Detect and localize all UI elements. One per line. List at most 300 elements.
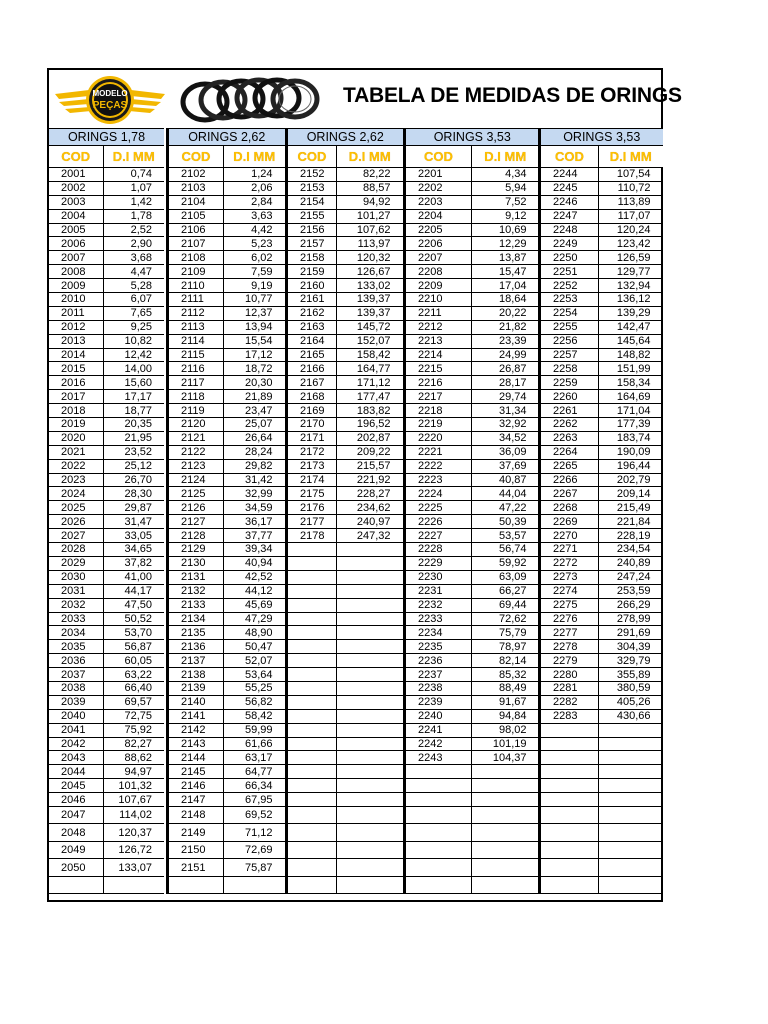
cod-cell: 2261 [540, 404, 599, 418]
table-row [287, 348, 403, 362]
orings-table-2 [166, 128, 285, 894]
di-cell: 12,42 [103, 348, 164, 362]
di-cell: 148,82 [599, 348, 663, 362]
di-cell [337, 876, 403, 893]
cod-cell: 2280 [540, 668, 599, 682]
table-row [168, 543, 285, 557]
di-cell: 29,87 [103, 501, 164, 515]
cod-cell: 2265 [540, 459, 599, 473]
cod-cell: 2216 [405, 376, 472, 390]
cod-cell [287, 723, 337, 737]
table-row [287, 695, 403, 709]
table-row [405, 612, 539, 626]
table-row [168, 681, 285, 695]
cod-cell: 2118 [168, 390, 224, 404]
table-row [49, 418, 164, 432]
cod-cell: 2135 [168, 626, 224, 640]
di-cell: 4,42 [224, 223, 285, 237]
table-row [287, 168, 403, 182]
di-header: D.I MM [472, 146, 539, 168]
table-row [540, 501, 663, 515]
cod-cell [287, 737, 337, 751]
table-row [287, 279, 403, 293]
cod-cell [405, 841, 472, 859]
group-title: ORINGS 2,62 [168, 129, 285, 146]
table-row [287, 556, 403, 570]
di-cell: 85,32 [472, 668, 539, 682]
cod-cell: 2021 [49, 445, 103, 459]
table-row [540, 376, 663, 390]
table-row [49, 209, 164, 223]
table-row [405, 543, 539, 557]
cod-cell: 2008 [49, 265, 103, 279]
di-cell: 56,82 [224, 695, 285, 709]
table-row [49, 598, 164, 612]
table-row [49, 824, 164, 842]
di-cell: 7,65 [103, 306, 164, 320]
di-cell: 14,00 [103, 362, 164, 376]
table-row [540, 195, 663, 209]
di-cell: 72,75 [103, 709, 164, 723]
table-row [540, 556, 663, 570]
table-row [49, 195, 164, 209]
di-cell: 37,77 [224, 529, 285, 543]
cod-cell: 2016 [49, 376, 103, 390]
di-cell: 75,92 [103, 723, 164, 737]
cod-cell: 2246 [540, 195, 599, 209]
cod-header: COD [540, 146, 599, 168]
table-row [168, 404, 285, 418]
cod-cell [287, 695, 337, 709]
di-cell: 164,77 [337, 362, 403, 376]
cod-cell: 2176 [287, 501, 337, 515]
di-cell: 56,87 [103, 640, 164, 654]
table-row [405, 487, 539, 501]
di-cell: 12,37 [224, 306, 285, 320]
table-row [49, 556, 164, 570]
di-cell: 61,66 [224, 737, 285, 751]
cod-cell: 2010 [49, 293, 103, 307]
di-cell: 110,72 [599, 181, 663, 195]
cod-cell: 2126 [168, 501, 224, 515]
table-row [49, 765, 164, 779]
cod-cell: 2247 [540, 209, 599, 223]
table-row [405, 473, 539, 487]
cod-cell: 2240 [405, 709, 472, 723]
di-cell: 66,27 [472, 584, 539, 598]
cod-cell: 2204 [405, 209, 472, 223]
table-row [405, 626, 539, 640]
cod-cell: 2011 [49, 306, 103, 320]
di-cell: 56,74 [472, 543, 539, 557]
table-row [405, 279, 539, 293]
di-cell: 171,04 [599, 404, 663, 418]
table-row [405, 168, 539, 182]
table-row [49, 306, 164, 320]
table-row [540, 279, 663, 293]
cod-cell: 2002 [49, 181, 103, 195]
di-cell: 380,59 [599, 681, 663, 695]
table-row [540, 265, 663, 279]
table-row [540, 626, 663, 640]
di-header: D.I MM [599, 146, 663, 168]
cod-cell: 2171 [287, 431, 337, 445]
di-cell: 240,89 [599, 556, 663, 570]
di-cell [337, 841, 403, 859]
table-row [49, 737, 164, 751]
modelo-pecas-logo [53, 74, 167, 126]
table-row [49, 779, 164, 793]
di-cell: 9,25 [103, 320, 164, 334]
table-row [168, 306, 285, 320]
di-cell: 59,92 [472, 556, 539, 570]
group-title: ORINGS 2,62 [287, 129, 403, 146]
table-row [287, 598, 403, 612]
table-row [540, 431, 663, 445]
cod-cell: 2275 [540, 598, 599, 612]
di-cell: 33,05 [103, 529, 164, 543]
table-row [540, 654, 663, 668]
cod-cell: 2115 [168, 348, 224, 362]
cod-cell [287, 779, 337, 793]
di-cell: 44,04 [472, 487, 539, 501]
di-cell [337, 806, 403, 824]
di-cell [337, 824, 403, 842]
di-cell: 66,34 [224, 779, 285, 793]
table-row [168, 445, 285, 459]
di-cell: 228,19 [599, 529, 663, 543]
table-row [287, 181, 403, 195]
di-cell [337, 654, 403, 668]
di-cell [337, 751, 403, 765]
table-row [168, 779, 285, 793]
cod-cell: 2128 [168, 529, 224, 543]
cod-cell: 2241 [405, 723, 472, 737]
table-row [168, 626, 285, 640]
cod-cell: 2144 [168, 751, 224, 765]
table-row [49, 181, 164, 195]
cod-cell: 2177 [287, 515, 337, 529]
table-row [540, 751, 663, 765]
cod-cell: 2157 [287, 237, 337, 251]
di-cell [337, 612, 403, 626]
cod-cell: 2003 [49, 195, 103, 209]
cod-cell: 2154 [287, 195, 337, 209]
cod-cell [287, 681, 337, 695]
orings-sheet [47, 68, 682, 902]
table-row [287, 640, 403, 654]
table-row [49, 681, 164, 695]
di-cell: 126,67 [337, 265, 403, 279]
di-cell: 69,57 [103, 695, 164, 709]
cod-cell [540, 793, 599, 807]
cod-cell: 2266 [540, 473, 599, 487]
di-cell: 17,17 [103, 390, 164, 404]
table-row [168, 376, 285, 390]
di-cell: 139,37 [337, 293, 403, 307]
cod-cell: 2274 [540, 584, 599, 598]
cod-cell: 2282 [540, 695, 599, 709]
di-cell: 69,44 [472, 598, 539, 612]
table-row [540, 584, 663, 598]
di-cell: 52,07 [224, 654, 285, 668]
di-cell [337, 640, 403, 654]
table-row [540, 876, 663, 893]
di-cell: 123,42 [599, 237, 663, 251]
orings-table-5 [538, 128, 663, 894]
di-cell [337, 681, 403, 695]
cod-cell: 2254 [540, 306, 599, 320]
table-row [168, 223, 285, 237]
di-cell: 2,90 [103, 237, 164, 251]
di-cell: 129,77 [599, 265, 663, 279]
cod-cell: 2158 [287, 251, 337, 265]
cod-cell: 2259 [540, 376, 599, 390]
di-cell: 41,00 [103, 570, 164, 584]
cod-cell [287, 654, 337, 668]
cod-cell: 2004 [49, 209, 103, 223]
table-row [287, 737, 403, 751]
di-cell: 55,25 [224, 681, 285, 695]
table-row [287, 584, 403, 598]
table-row [168, 390, 285, 404]
di-cell: 221,84 [599, 515, 663, 529]
cod-cell [540, 779, 599, 793]
cod-cell: 2203 [405, 195, 472, 209]
cod-cell: 2042 [49, 737, 103, 751]
table-row [49, 473, 164, 487]
di-cell: 20,30 [224, 376, 285, 390]
di-cell [337, 859, 403, 877]
cod-cell: 2044 [49, 765, 103, 779]
cod-cell [287, 556, 337, 570]
cod-cell [540, 841, 599, 859]
table-row [168, 487, 285, 501]
di-cell: 5,23 [224, 237, 285, 251]
cod-cell: 2029 [49, 556, 103, 570]
cod-cell [287, 668, 337, 682]
di-cell: 75,79 [472, 626, 539, 640]
cod-cell: 2242 [405, 737, 472, 751]
table-row [168, 640, 285, 654]
cod-cell [405, 806, 472, 824]
cod-cell: 2151 [168, 859, 224, 877]
cod-cell: 2222 [405, 459, 472, 473]
table-row [287, 515, 403, 529]
table-row [168, 824, 285, 842]
cod-cell: 2013 [49, 334, 103, 348]
table-row [168, 584, 285, 598]
table-row [405, 404, 539, 418]
cod-cell: 2252 [540, 279, 599, 293]
table-row [49, 445, 164, 459]
cod-cell: 2253 [540, 293, 599, 307]
cod-cell [287, 709, 337, 723]
cod-cell: 2255 [540, 320, 599, 334]
cod-cell: 2260 [540, 390, 599, 404]
cod-cell: 2006 [49, 237, 103, 251]
di-cell: 63,22 [103, 668, 164, 682]
cod-cell: 2264 [540, 445, 599, 459]
cod-cell: 2045 [49, 779, 103, 793]
di-cell: 45,69 [224, 598, 285, 612]
cod-cell: 2172 [287, 445, 337, 459]
di-cell: 196,44 [599, 459, 663, 473]
cod-cell [287, 584, 337, 598]
table-row [49, 751, 164, 765]
di-cell [599, 723, 663, 737]
table-row [168, 570, 285, 584]
table-row [540, 293, 663, 307]
di-header: D.I MM [103, 146, 164, 168]
cod-cell: 2167 [287, 376, 337, 390]
table-row [168, 515, 285, 529]
di-cell: 15,60 [103, 376, 164, 390]
table-row [540, 306, 663, 320]
table-row [49, 265, 164, 279]
cod-cell: 2202 [405, 181, 472, 195]
di-cell: 142,47 [599, 320, 663, 334]
table-row [405, 320, 539, 334]
cod-cell: 2215 [405, 362, 472, 376]
cod-cell: 2233 [405, 612, 472, 626]
cod-cell: 2120 [168, 418, 224, 432]
di-cell: 177,39 [599, 418, 663, 432]
di-cell: 151,99 [599, 362, 663, 376]
cod-cell [287, 640, 337, 654]
table-row [540, 806, 663, 824]
di-cell: 177,47 [337, 390, 403, 404]
di-cell: 355,89 [599, 668, 663, 682]
di-cell: 69,52 [224, 806, 285, 824]
table-row [287, 404, 403, 418]
di-cell: 34,52 [472, 431, 539, 445]
table-row [540, 223, 663, 237]
table-row [287, 543, 403, 557]
table-row [168, 765, 285, 779]
table-row [287, 654, 403, 668]
di-cell [337, 570, 403, 584]
table-row [405, 223, 539, 237]
table-row [287, 779, 403, 793]
di-cell: 31,42 [224, 473, 285, 487]
cod-cell: 2040 [49, 709, 103, 723]
table-row [287, 445, 403, 459]
cod-cell: 2152 [287, 168, 337, 182]
cod-cell: 2229 [405, 556, 472, 570]
di-cell [599, 824, 663, 842]
cod-header: COD [168, 146, 224, 168]
di-cell [599, 876, 663, 893]
di-cell: 221,92 [337, 473, 403, 487]
table-row [287, 668, 403, 682]
di-cell: 4,34 [472, 168, 539, 182]
cod-cell: 2150 [168, 841, 224, 859]
table-row [540, 695, 663, 709]
di-cell: 94,97 [103, 765, 164, 779]
cod-cell: 2028 [49, 543, 103, 557]
table-row [49, 584, 164, 598]
cod-cell: 2166 [287, 362, 337, 376]
table-row [168, 265, 285, 279]
table-row [540, 859, 663, 877]
cod-cell: 2047 [49, 806, 103, 824]
di-cell: 120,37 [103, 824, 164, 842]
table-row [405, 751, 539, 765]
di-cell [337, 598, 403, 612]
table-row [405, 806, 539, 824]
di-cell: 47,50 [103, 598, 164, 612]
cod-cell: 2031 [49, 584, 103, 598]
cod-cell: 2174 [287, 473, 337, 487]
cod-cell: 2105 [168, 209, 224, 223]
cod-cell: 2024 [49, 487, 103, 501]
cod-cell: 2219 [405, 418, 472, 432]
di-cell: 26,87 [472, 362, 539, 376]
table-row [287, 362, 403, 376]
group-title: ORINGS 1,78 [49, 129, 164, 146]
cod-cell: 2161 [287, 293, 337, 307]
cod-cell: 2267 [540, 487, 599, 501]
table-row [49, 404, 164, 418]
di-cell: 9,19 [224, 279, 285, 293]
table-row [540, 181, 663, 195]
di-cell [337, 723, 403, 737]
table-row [49, 529, 164, 543]
table-row [405, 584, 539, 598]
di-cell: 17,04 [472, 279, 539, 293]
di-cell [599, 779, 663, 793]
cod-cell: 2015 [49, 362, 103, 376]
table-row [540, 404, 663, 418]
table-row [168, 556, 285, 570]
cod-cell: 2245 [540, 181, 599, 195]
cod-cell: 2032 [49, 598, 103, 612]
table-row [49, 612, 164, 626]
table-row [168, 709, 285, 723]
table-row [405, 334, 539, 348]
di-cell: 28,24 [224, 445, 285, 459]
di-cell: 23,52 [103, 445, 164, 459]
di-cell [337, 779, 403, 793]
cod-cell: 2109 [168, 265, 224, 279]
cod-cell [540, 723, 599, 737]
table-row [405, 529, 539, 543]
table-row [168, 723, 285, 737]
table-row [287, 306, 403, 320]
di-cell [599, 751, 663, 765]
di-cell: 53,57 [472, 529, 539, 543]
cod-cell [405, 765, 472, 779]
cod-cell: 2168 [287, 390, 337, 404]
cod-cell: 2236 [405, 654, 472, 668]
table-row [49, 841, 164, 859]
cod-header: COD [405, 146, 472, 168]
cod-cell: 2132 [168, 584, 224, 598]
di-cell: 26,70 [103, 473, 164, 487]
di-cell: 10,82 [103, 334, 164, 348]
di-cell: 82,22 [337, 168, 403, 182]
table-row [168, 251, 285, 265]
cod-cell: 2124 [168, 473, 224, 487]
cod-cell: 2208 [405, 265, 472, 279]
di-cell: 139,29 [599, 306, 663, 320]
cod-cell: 2224 [405, 487, 472, 501]
di-cell: 66,40 [103, 681, 164, 695]
cod-cell: 2169 [287, 404, 337, 418]
table-row [287, 529, 403, 543]
table-row [168, 806, 285, 824]
